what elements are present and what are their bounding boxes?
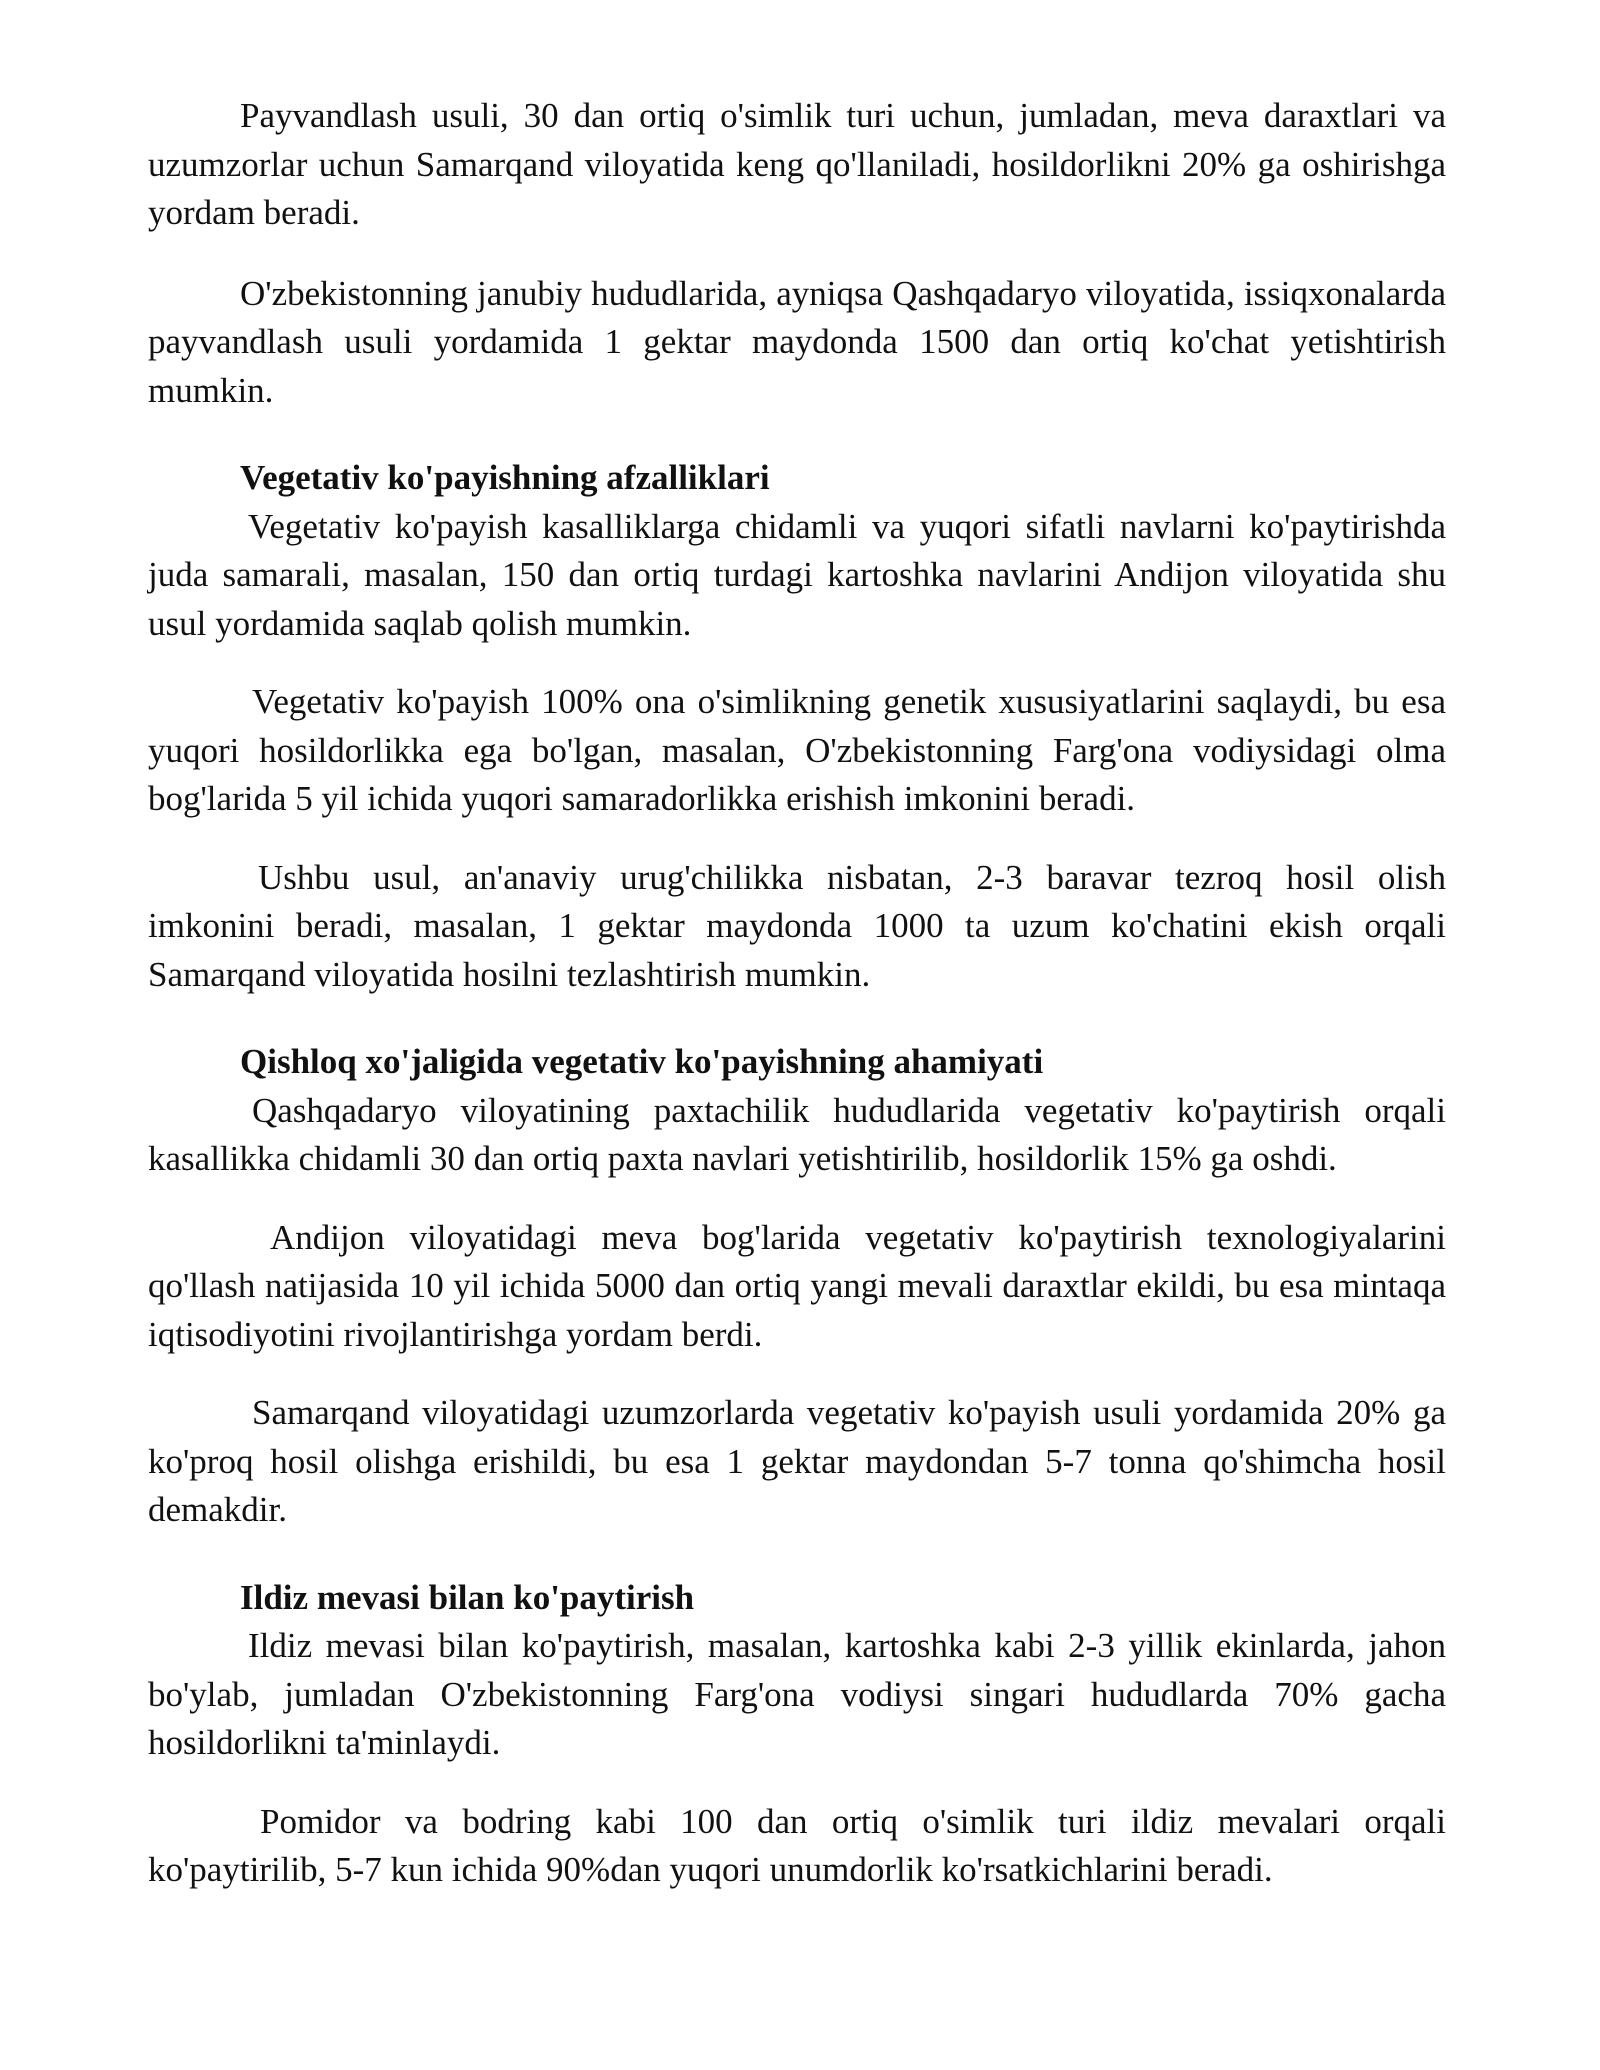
section-heading: Vegetativ ko'payishning afzalliklari	[240, 458, 770, 497]
paragraph: Pomidor va bodring kabi 100 dan ortiq o'simlik turi ildiz mevalari orqali ko'paytirilib, 5-7 kun ichida 90%dan yuqori unumdorlik ko'rsatkichlarini beradi.	[148, 1801, 1446, 1889]
section-heading: Ildiz mevasi bilan ko'paytirish	[240, 1577, 695, 1617]
document-page	[148, 92, 1446, 1895]
paragraph: O'zbekistonning janubiy hududlarida, ayniqsa Qashqadaryo viloyatida, issiqxonalarda payvandlash usuli yordamida 1 gektar maydonda 1500 dan ortiq ko'chat yetishtirish mumkin.	[148, 273, 1446, 410]
paragraph: Samarqand viloyatidagi uzumzorlarda vegetativ ko'payish usuli yordamida 20% ga ko'proq hosil olishga erishildi, bu esa 1 gektar maydondan 5-7 tonna qo'shimcha hosil demakdir.	[148, 1393, 1446, 1529]
paragraph: Ushbu usul, an'anaviy urug'chilikka nisbatan, 2-3 baravar tezroq hosil olish imkonini beradi, masalan, 1 gektar maydonda 1000 ta uzum ko'chatini ekish orqali Samarqand viloyatida hosilni tezlashtirish mumkin.	[148, 857, 1446, 994]
paragraph: Payvandlash usuli, 30 dan ortiq o'simlik turi uchun, jumladan, meva daraxtlari va uzumzorlar uchun Samarqand viloyatida keng qo'llaniladi, hosildorlikni 20% ga oshirishga yordam beradi.	[148, 96, 1446, 232]
paragraph: Qashqadaryo viloyatining paxtachilik hududlarida vegetativ ko'paytirish orqali kasallikka chidamli 30 dan ortiq paxta navlari yetishtirilib, hosildorlik 15% ga oshdi.	[148, 1090, 1446, 1178]
paragraph: Ildiz mevasi bilan ko'paytirish, masalan, kartoshka kabi 2-3 yillik ekinlarda, jahon bo'ylab, jumladan O'zbekistonning Farg'ona vodiysi singari hududlarda 70% gacha hosildorlikni ta'minlaydi.	[148, 1626, 1446, 1762]
section-heading: Qishloq xo'jaligida vegetativ ko'payishning ahamiyati	[240, 1042, 1044, 1081]
paragraph: Andijon viloyatidagi meva bog'larida vegetativ ko'paytirish texnologiyalarini qo'llash natijasida 10 yil ichida 5000 dan ortiq yangi mevali daraxtlar ekildi, bu esa mintaqa iqtisodiyotini rivojlantirishga yordam berdi.	[148, 1217, 1446, 1354]
paragraph: Vegetativ ko'payish 100% ona o'simlikning genetik xususiyatlarini saqlaydi, bu esa yuqori hosildorlikka ega bo'lgan, masalan, O'zbekistonning Farg'ona vodiysidagi olma bog'larida 5 yil ichida yuqori samaradorlikka erishish imkonini beradi.	[148, 682, 1446, 818]
paragraph: Vegetativ ko'payish kasalliklarga chidamli va yuqori sifatli navlarni ko'paytirishda juda samarali, masalan, 150 dan ortiq turdagi kartoshka navlarini Andijon viloyatida shu usul yordamida saqlab qolish mumkin.	[148, 506, 1446, 643]
